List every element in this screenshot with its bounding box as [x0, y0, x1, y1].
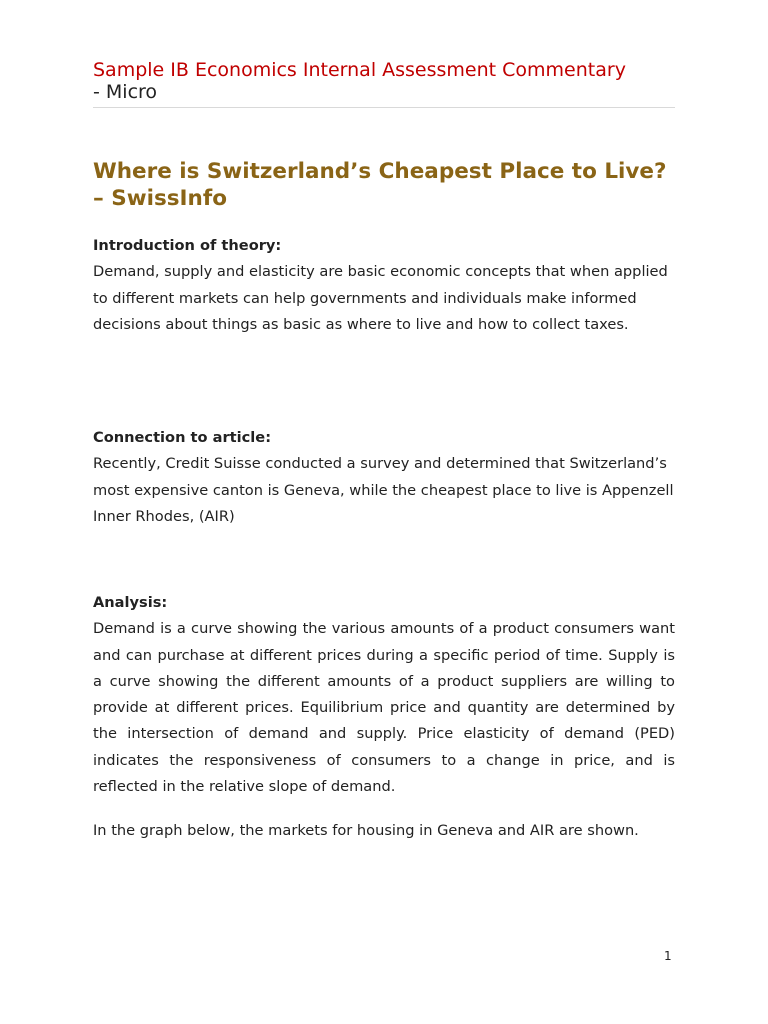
connection-body: Recently, Credit Suisse conducted a survey and determined that Switzerland’s most expensive canton is Geneva, while the cheapest place to live is Appenzell Inner Rhodes, (AIR): [93, 455, 674, 525]
section-introduction: [93, 233, 675, 338]
connection-heading: Connection to article:: [93, 429, 272, 446]
graph-intro-text: In the graph below, the markets for housing in Geneva and AIR are shown.: [93, 822, 639, 839]
section-graph-intro: [93, 818, 675, 844]
analysis-heading: Analysis:: [93, 594, 168, 611]
article-title: Where is Switzerland’s Cheapest Place to Live? – SwissInfo: [93, 159, 667, 211]
introduction-heading: Introduction of theory:: [93, 237, 282, 254]
document-header: [93, 59, 675, 108]
section-connection: [93, 425, 675, 530]
header-title: Sample IB Economics Internal Assessment Commentary: [93, 59, 626, 81]
analysis-body: Demand is a curve showing the various amounts of a product consumers want and can purchase at different prices during a specific period of time. Supply is a curve showing the different amounts of a product suppliers are willing to provide at different prices. Equilibrium price and quantity are determined by the intersection of demand and supply. Price elasticity of demand (PED) indicates the responsiveness of consumers to a change in price, and is reflected in the relative slope of demand.: [93, 620, 675, 796]
section-analysis: [93, 590, 675, 800]
introduction-body: Demand, supply and elasticity are basic economic concepts that when applied to different markets can help governments and individuals make informed decisions about things as basic as where to live and how to collect taxes.: [93, 263, 668, 333]
header-subtitle: - Micro: [93, 81, 158, 103]
page-number: 1: [664, 949, 672, 963]
